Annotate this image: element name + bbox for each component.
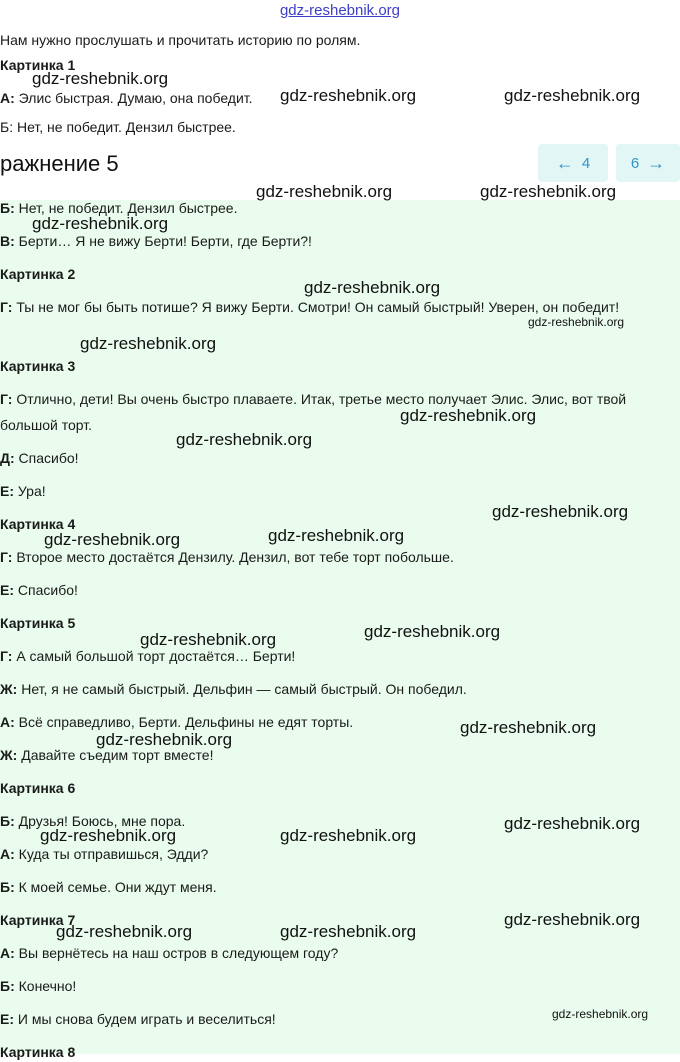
line-text: Давайте съедим торт вместе!: [21, 747, 214, 763]
dialogue-line: [0, 679, 467, 699]
watermark: gdz-reshebnik.org: [504, 910, 641, 929]
watermark: gdz-reshebnik.org: [80, 334, 217, 353]
watermark: gdz-reshebnik.org: [504, 814, 641, 833]
line-text: Вы вернётесь на наш остров в следующем году?: [18, 945, 339, 961]
watermark: gdz-reshebnik.org: [32, 214, 169, 233]
speaker-label: Б:: [0, 978, 15, 994]
prev-exercise-button[interactable]: [538, 144, 608, 182]
watermark: gdz-reshebnik.org: [280, 826, 417, 845]
speaker-label: Г:: [0, 299, 13, 315]
prev-exercise-label: 4: [581, 154, 591, 172]
dialogue-line: [0, 231, 312, 251]
speaker-label: В:: [0, 233, 15, 249]
watermark: gdz-reshebnik.org: [528, 315, 625, 329]
dialogue-line: [0, 877, 217, 897]
watermark: gdz-reshebnik.org: [364, 622, 501, 641]
exercise-title: ражнение 5: [0, 151, 119, 176]
picture-heading: Картинка 6: [0, 780, 76, 796]
speaker-label: Б:: [0, 200, 15, 216]
line-text: Куда ты отправишься, Эдди?: [18, 846, 209, 862]
speaker-label: Ж:: [0, 681, 18, 697]
dialogue-line: [0, 943, 338, 963]
watermark: gdz-reshebnik.org: [96, 730, 233, 749]
speaker-label: Б:: [0, 879, 15, 895]
speaker-label: А:: [0, 945, 15, 961]
watermark: gdz-reshebnik.org: [256, 182, 393, 201]
watermark: gdz-reshebnik.org: [44, 530, 181, 549]
dialogue-line: [0, 844, 208, 864]
picture-heading: Картинка 2: [0, 266, 76, 282]
dialogue-line: [0, 1009, 276, 1029]
speaker-label: Е:: [0, 1011, 14, 1027]
speaker-label: Г:: [0, 648, 13, 664]
watermark: gdz-reshebnik.org: [140, 630, 277, 649]
line-text: Ура!: [17, 483, 46, 499]
picture-heading: Картинка 5: [0, 615, 76, 631]
line-text: К моей семье. Они ждут меня.: [18, 879, 217, 895]
line-text: Конечно!: [18, 978, 77, 994]
next-exercise-label: 6: [630, 154, 640, 172]
dialogue-line: [0, 448, 79, 468]
line-text: Элис быстрая. Думаю, она победит.: [18, 90, 253, 106]
line-text: Спасибо!: [18, 450, 79, 466]
speaker-label: А:: [0, 846, 15, 862]
watermark: gdz-reshebnik.org: [504, 86, 641, 105]
picture-heading: Картинка 4: [0, 516, 76, 532]
picture-heading: Картинка 8: [0, 1044, 76, 1060]
speaker-label: Е:: [0, 582, 14, 598]
speaker-label: А:: [0, 714, 15, 730]
watermark: gdz-reshebnik.org: [56, 922, 193, 941]
speaker-label: Г:: [0, 391, 13, 407]
speaker-label: Г:: [0, 549, 13, 565]
line-text: Нет, не победит. Дензил быстрее.: [18, 200, 238, 216]
site-logo-link[interactable]: gdz-reshebnik.org: [279, 2, 401, 19]
line-text: Нет, я не самый быстрый. Дельфин — самый быстрый. Он победил.: [21, 681, 467, 697]
line-text: Второе место достаётся Дензилу. Дензил, вот тебе торт побольше.: [16, 549, 454, 565]
speaker-label: А:: [0, 90, 15, 106]
watermark: gdz-reshebnik.org: [40, 826, 177, 845]
dialogue-line: [0, 580, 78, 600]
dialogue-line: [0, 712, 353, 732]
line-text: Всё справедливо, Берти. Дельфины не едят торты.: [18, 714, 354, 730]
speaker-label: Ж:: [0, 747, 18, 763]
watermark: gdz-reshebnik.org: [400, 406, 537, 425]
intro-text: Нам нужно прослушать и прочитать историю по ролям.: [0, 32, 361, 48]
dialogue-line: [0, 547, 454, 567]
watermark: gdz-reshebnik.org: [492, 502, 629, 521]
line-text: И мы снова будем играть и веселиться!: [17, 1011, 276, 1027]
line-text: Берти… Я не вижу Берти! Берти, где Берти?!: [18, 233, 312, 249]
arrow-right-icon: →: [647, 153, 666, 173]
speaker-label: Д:: [0, 450, 15, 466]
cut-off-line: Б: Нет, не победит. Дензил быстрее.: [0, 119, 236, 135]
watermark: gdz-reshebnik.org: [268, 526, 405, 545]
watermark: gdz-reshebnik.org: [460, 718, 597, 737]
watermark: gdz-reshebnik.org: [280, 922, 417, 941]
picture-1-heading: Картинка 1: [0, 57, 76, 73]
picture-heading: Картинка 3: [0, 358, 76, 374]
watermark: gdz-reshebnik.org: [32, 69, 169, 88]
speaker-label: Е:: [0, 483, 14, 499]
watermark: gdz-reshebnik.org: [304, 278, 441, 297]
top-dialogue-line: [0, 88, 253, 108]
line-text: Ты не мог бы быть потише? Я вижу Берти. Смотри! Он самый быстрый! Уверен, он победит!: [16, 299, 620, 315]
arrow-left-icon: ←: [555, 153, 574, 173]
line-text: Друзья! Боюсь, мне пора.: [18, 813, 186, 829]
next-exercise-button[interactable]: [616, 144, 680, 182]
speaker-label: Б:: [0, 813, 15, 829]
line-text: Спасибо!: [17, 582, 78, 598]
dialogue-line: [0, 481, 46, 501]
dialogue-line: [0, 976, 76, 996]
line-text: Отлично, дети! Вы очень быстро плаваете. Итак, третье место получает Элис. Элис, вот твой большой торт.: [0, 391, 627, 433]
watermark: gdz-reshebnik.org: [480, 182, 617, 201]
dialogue-line: [0, 386, 668, 438]
line-text: А самый большой торт достаётся… Берти!: [16, 648, 296, 664]
watermark: gdz-reshebnik.org: [176, 430, 313, 449]
watermark: gdz-reshebnik.org: [280, 86, 417, 105]
watermark: gdz-reshebnik.org: [552, 1007, 649, 1021]
picture-heading: Картинка 7: [0, 912, 76, 928]
